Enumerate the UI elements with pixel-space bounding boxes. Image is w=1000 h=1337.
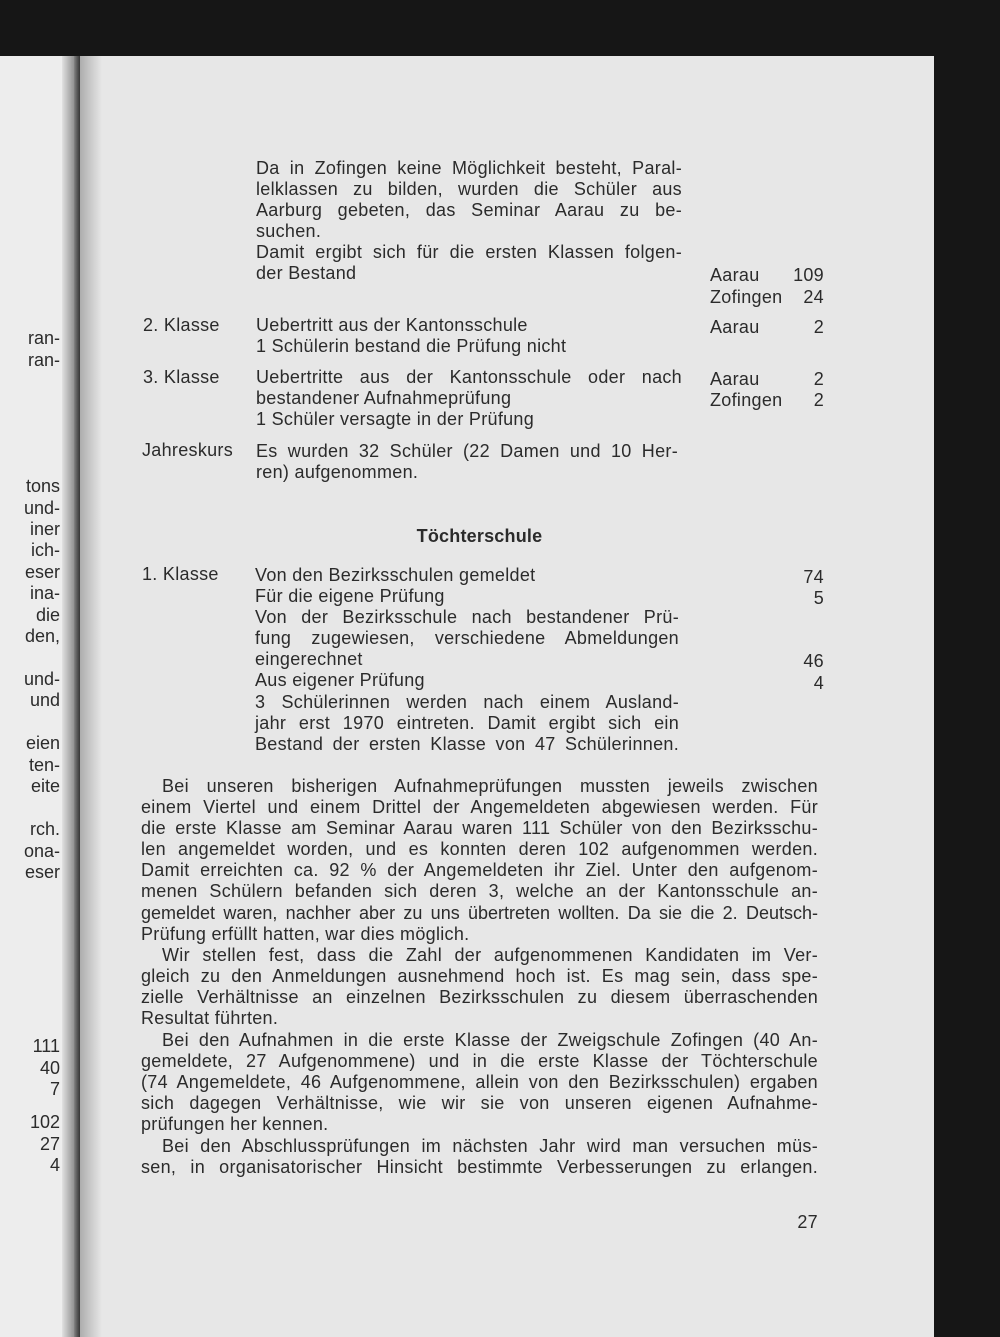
body-line: Prüfung erfüllt hatten, war dies möglich. xyxy=(141,924,470,944)
toechter-number: 4 xyxy=(813,673,824,693)
class-line: 1 Schülerin bestand die Prüfung nicht xyxy=(256,336,567,356)
left-fragment: 40 xyxy=(39,1058,60,1078)
total-place: Aarau xyxy=(710,265,760,285)
class-line: Es wurden 32 Schüler (22 Damen und 10 Her- xyxy=(256,441,678,461)
total-place: Zofingen xyxy=(710,287,783,307)
left-fragment: rch. xyxy=(29,819,60,839)
toechter-number: 5 xyxy=(813,588,824,608)
body-line: menen Schülern befanden sich deren 3, welche an der Kantonsschule an- xyxy=(141,881,818,901)
page-number: 27 xyxy=(797,1212,818,1232)
intro-line: suchen. xyxy=(256,221,322,241)
body-line: gleich zu den Anmeldungen ausnehmend hoch ist. Es mag sein, dass spe- xyxy=(141,966,818,986)
left-fragment: eser xyxy=(24,862,60,882)
count-value: 2 xyxy=(813,317,824,337)
class-label: 1. Klasse xyxy=(142,564,219,584)
intro-line: Da in Zofingen keine Möglichkeit besteht, Paral- xyxy=(256,158,682,178)
class-label: 3. Klasse xyxy=(143,367,220,387)
left-fragment: iner xyxy=(29,519,60,539)
toechter-line: Aus eigener Prüfung xyxy=(255,670,425,690)
intro-line: lelklassen zu bilden, wurden die Schüler aus xyxy=(256,179,682,199)
left-fragment: tons xyxy=(25,476,60,496)
left-fragment: und- xyxy=(23,669,60,689)
body-line: (74 Angemeldete, 46 Aufgenommene, allein von den Bezirksschulen) ergaben xyxy=(141,1072,818,1092)
body-line: sen, in organisatorischer Hinsicht bestimmte Verbesserungen zu erlangen. xyxy=(141,1157,818,1177)
intro-line: der Bestand xyxy=(256,263,357,283)
toechter-line: Bestand der ersten Klasse von 47 Schülerinnen. xyxy=(255,734,679,754)
toechter-line: Von den Bezirksschulen gemeldet xyxy=(255,565,536,585)
count-value: 2 xyxy=(813,369,824,389)
left-fragment: 4 xyxy=(49,1155,60,1175)
class-line: bestandener Aufnahmeprüfung xyxy=(256,388,512,408)
body-line: die erste Klasse am Seminar Aarau waren 111 Schüler von den Bezirksschu- xyxy=(141,818,818,838)
body-line: Bei unseren bisherigen Aufnahmeprüfungen mussten jeweils zwischen xyxy=(162,776,818,796)
class-label: 2. Klasse xyxy=(143,315,220,335)
count-place: Aarau xyxy=(710,317,760,337)
toechter-line: fung zugewiesen, verschiedene Abmeldungen xyxy=(255,628,679,648)
toechter-line: jahr erst 1970 eintreten. Damit ergibt sich ein xyxy=(255,713,679,733)
body-line: prüfungen her kennen. xyxy=(141,1114,329,1134)
body-line: Bei den Abschlussprüfungen im nächsten Jahr wird man versuchen müs- xyxy=(162,1136,818,1156)
body-line: Bei den Aufnahmen in die erste Klasse der Zweigschule Zofingen (40 An- xyxy=(162,1030,818,1050)
class-line: ren) aufgenommen. xyxy=(256,462,419,482)
total-value: 24 xyxy=(803,287,824,307)
intro-line: Damit ergibt sich für die ersten Klassen folgen- xyxy=(256,242,682,262)
body-line: sich dagegen Verhältnisse, wie wir sie von unseren eigenen Aufnahme- xyxy=(141,1093,818,1113)
total-value: 109 xyxy=(793,265,824,285)
body-line: einem Viertel und einem Drittel der Angemeldeten abgewiesen werden. Für xyxy=(141,797,818,817)
body-line: gemeldete, 27 Aufgenommene) und in die erste Klasse der Töchterschule xyxy=(141,1051,818,1071)
left-fragment: den, xyxy=(24,626,60,646)
document-page xyxy=(80,56,934,1337)
left-fragment: und xyxy=(29,690,60,710)
class-line: 1 Schüler versagte in der Prüfung xyxy=(256,409,535,429)
left-fragment: eser xyxy=(24,562,60,582)
toechter-line: eingerechnet xyxy=(255,649,363,669)
left-fragment: ten- xyxy=(28,755,60,775)
toechter-line: Von der Bezirksschule nach bestandener Prü- xyxy=(255,607,679,627)
left-fragment: ran- xyxy=(27,328,60,348)
toechter-number: 74 xyxy=(803,567,824,587)
left-fragment: ina- xyxy=(29,583,60,603)
left-fragment: 102 xyxy=(29,1112,60,1132)
left-fragment: eite xyxy=(30,776,60,796)
left-fragment: ich- xyxy=(30,540,60,560)
section-heading: Töchterschule xyxy=(416,526,543,546)
body-line: Wir stellen fest, dass die Zahl der aufgenommenen Kandidaten im Ver- xyxy=(162,945,818,965)
left-fragment: 7 xyxy=(49,1079,60,1099)
body-line: len angemeldet worden, und es konnten deren 102 aufgenommen werden. xyxy=(141,839,818,859)
left-fragment: ran- xyxy=(27,350,60,370)
toechter-number: 46 xyxy=(803,651,824,671)
body-line: zielle Verhältnisse an einzelnen Bezirksschulen zu diesem überraschenden xyxy=(141,987,818,1007)
toechter-line: Für die eigene Prüfung xyxy=(255,586,445,606)
count-value: 2 xyxy=(813,390,824,410)
left-fragment: ona- xyxy=(23,841,60,861)
class-line: Uebertritte aus der Kantonsschule oder nach xyxy=(256,367,682,387)
body-line: Resultat führten. xyxy=(141,1008,279,1028)
left-fragment: 111 xyxy=(32,1036,60,1056)
count-place: Aarau xyxy=(710,369,760,389)
left-fragment: die xyxy=(35,605,60,625)
intro-line: Aarburg gebeten, das Seminar Aarau zu be- xyxy=(256,200,682,220)
left-fragment: und- xyxy=(23,498,60,518)
class-line: Uebertritt aus der Kantonsschule xyxy=(256,315,528,335)
class-label: Jahreskurs xyxy=(142,440,234,460)
book-spine xyxy=(62,56,80,1337)
body-line: Damit erreichten ca. 92 % der Angemeldeten ihr Ziel. Unter den aufgenom- xyxy=(141,860,818,880)
count-place: Zofingen xyxy=(710,390,783,410)
body-line: gemeldet waren, nachher aber zu uns übertreten wollten. Da sie die 2. Deutsch- xyxy=(141,903,818,923)
left-fragment: eien xyxy=(25,733,60,753)
left-fragment: 27 xyxy=(39,1134,60,1154)
page-inner-shadow xyxy=(80,56,102,1337)
toechter-line: 3 Schülerinnen werden nach einem Ausland- xyxy=(255,692,679,712)
